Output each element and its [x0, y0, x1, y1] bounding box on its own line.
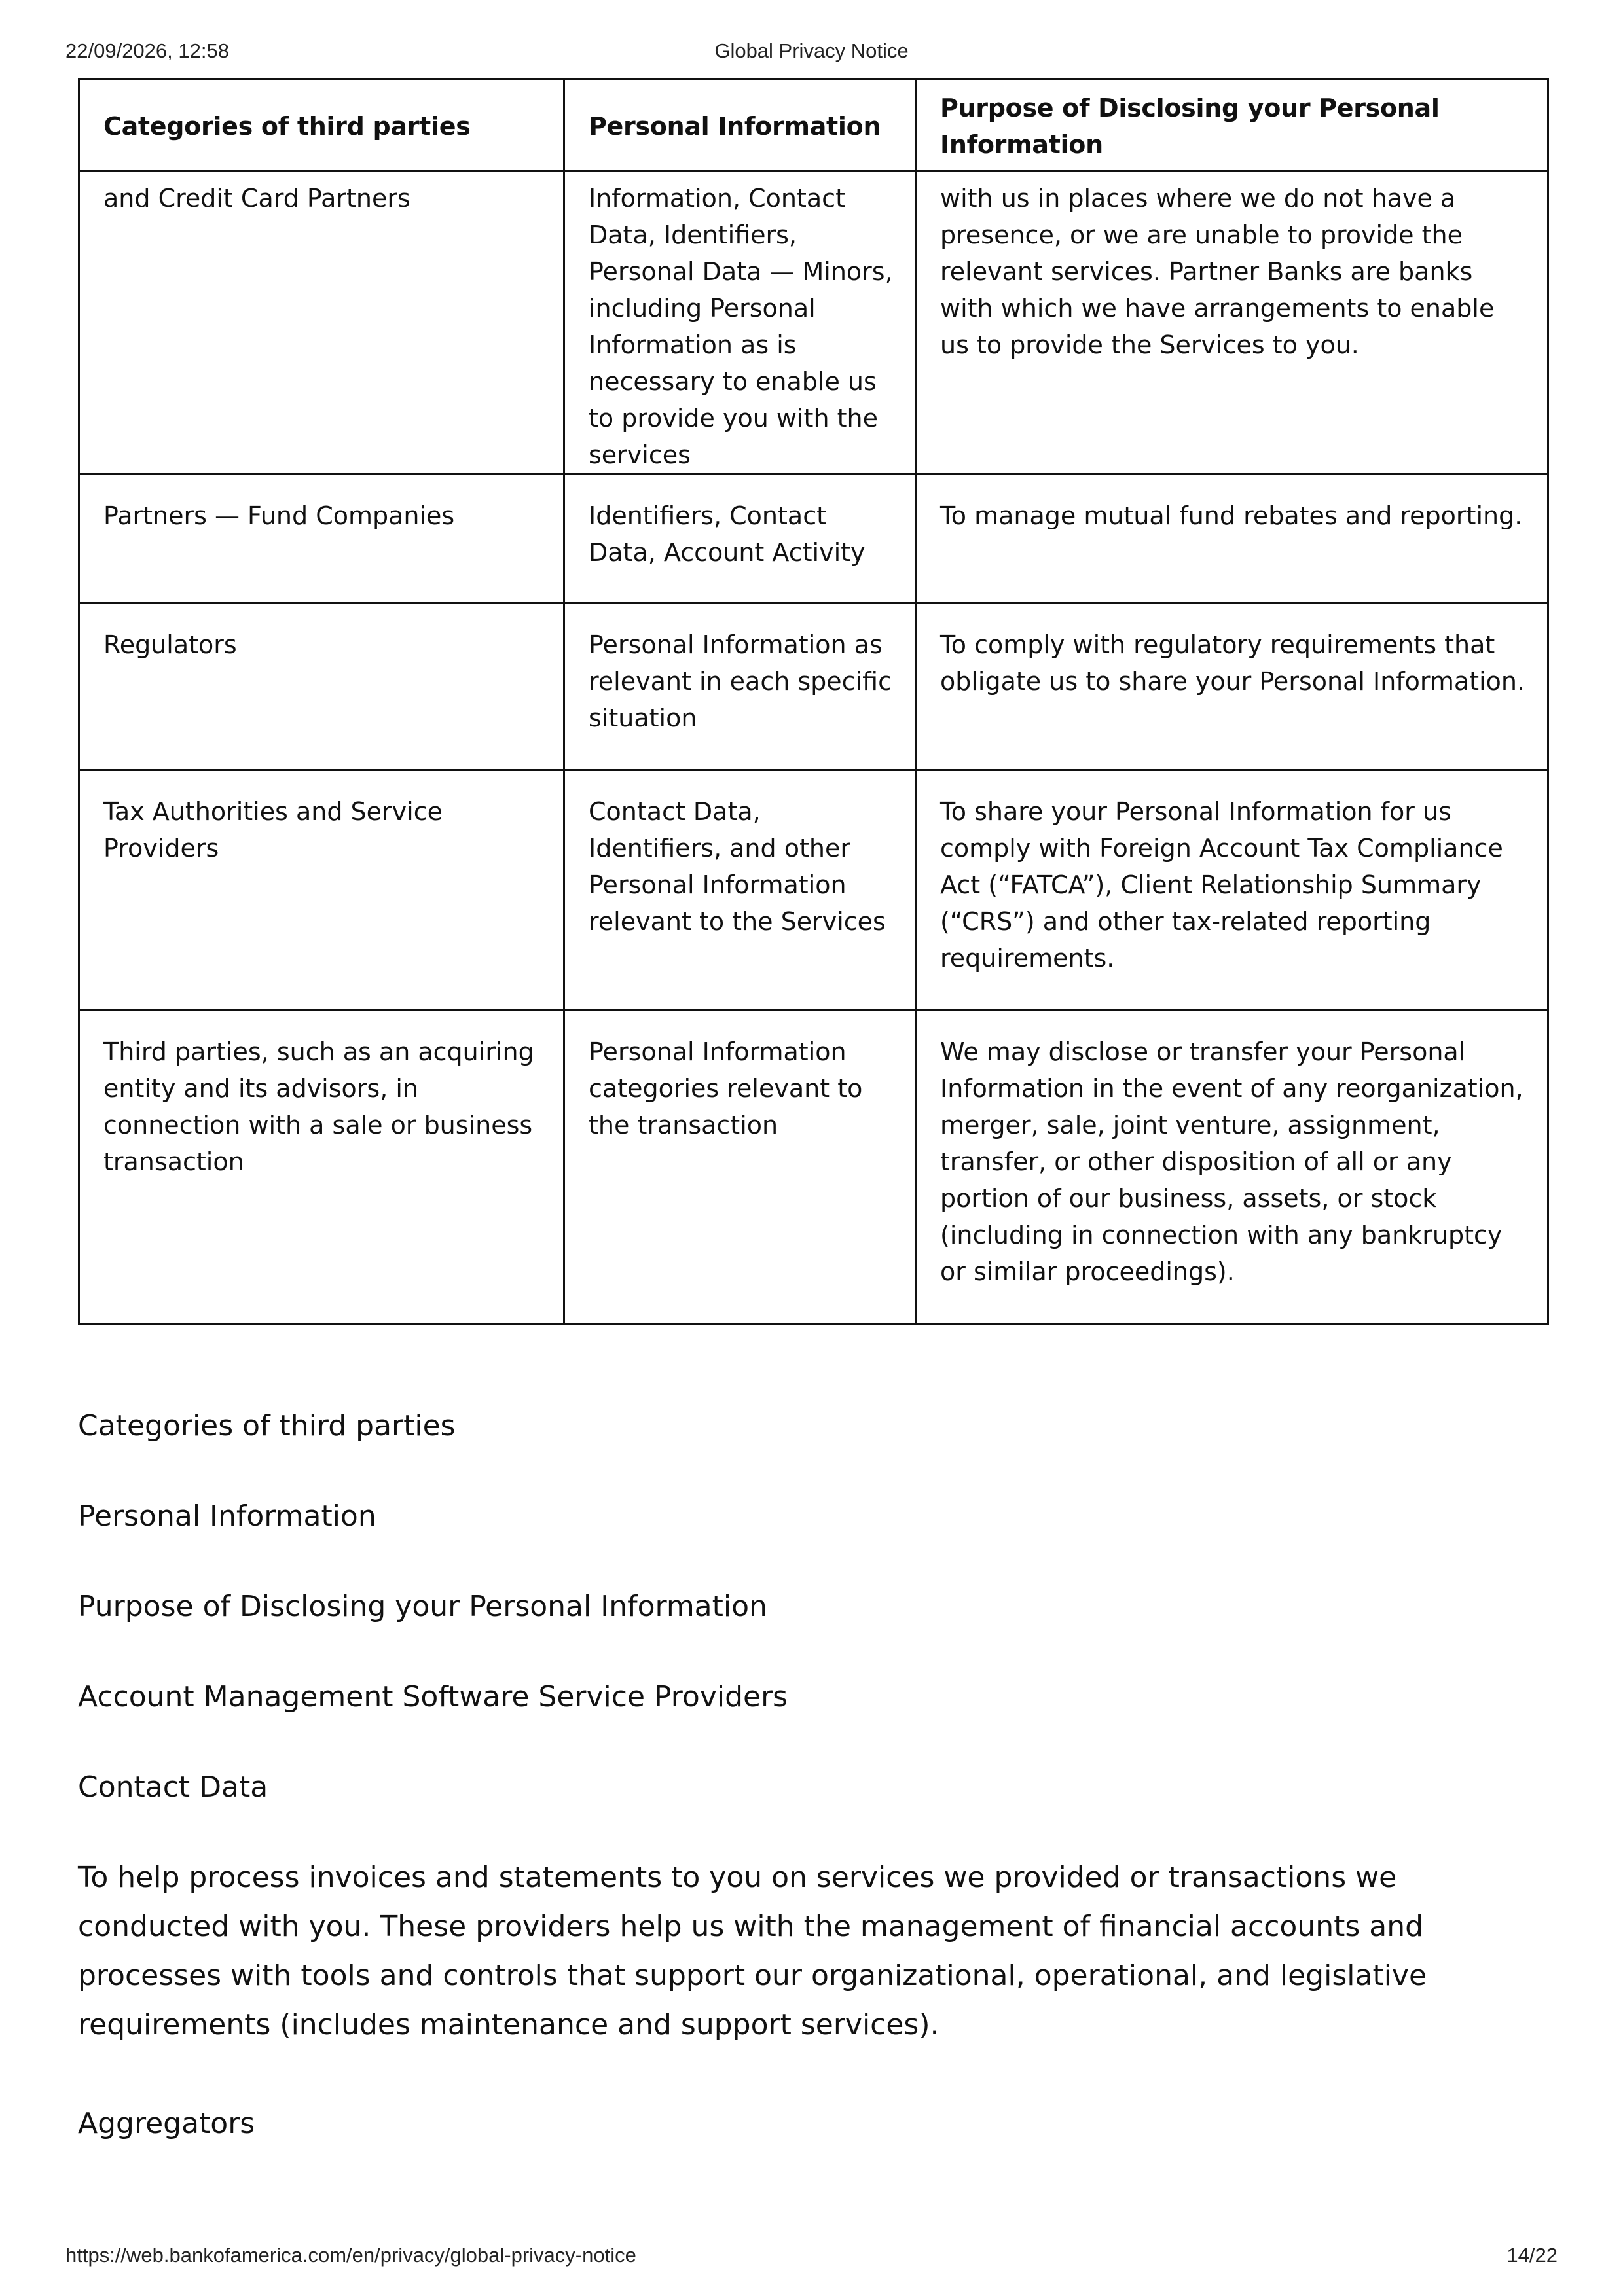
- column-header-purpose: Purpose of Disclosing your Personal Information: [916, 79, 1548, 171]
- cell-purpose: We may disclose or transfer your Personal Information in the event of any reorganization, merger, sale, joint venture, assignment, transfer, or other disposition of all or any portion of our business, assets, or stock (including in connection with any bankruptcy or similar proceedings).: [916, 1011, 1548, 1324]
- cell-personal-information: Information, Contact Data, Identifiers, Personal Data — Minors, including Personal Information as is necessary to enable us to provide you with the services: [564, 171, 916, 475]
- purpose-account-management: To help process invoices and statements to you on services we provided or transactions we conducted with you. These providers help us with the management of financial accounts and processes with tools and controls that support our organizational, operational, and legislative requirements (includes maintenance and support services).: [78, 1861, 1427, 2041]
- cell-purpose: To manage mutual fund rebates and reporting.: [916, 475, 1548, 603]
- cell-category: and Credit Card Partners: [79, 171, 564, 475]
- category-aggregators: Aggregators: [78, 2107, 255, 2140]
- cell-category: Partners — Fund Companies: [79, 475, 564, 603]
- cell-personal-information: Personal Information categories relevant to the transaction: [564, 1011, 916, 1324]
- table-row: [79, 603, 1548, 770]
- column-header-personal-information: Personal Information: [564, 79, 916, 171]
- third-parties-table-container: [78, 78, 1547, 1325]
- cell-category: Regulators: [79, 603, 564, 770]
- page-number: 14/22: [1506, 2244, 1558, 2267]
- cell-purpose: To share your Personal Information for us comply with Foreign Account Tax Compliance Act (“FATCA”), Client Relationship Summary (“CRS”) and other tax-related reporting requirements.: [916, 770, 1548, 1011]
- cell-purpose: with us in places where we do not have a presence, or we are unable to provide the relevant services. Partner Banks are banks with which we have arrangements to enable us to provide the Services to you.: [916, 171, 1548, 475]
- cell-personal-information: Personal Information as relevant in each specific situation: [564, 603, 916, 770]
- table-row: [79, 770, 1548, 1011]
- label-categories-of-third-parties: Categories of third parties: [78, 1409, 456, 1443]
- print-header: [0, 39, 1623, 68]
- column-header-categories: Categories of third parties: [79, 79, 564, 171]
- table-row: [79, 1011, 1548, 1324]
- table-row: [79, 475, 1548, 603]
- print-page-title: Global Privacy Notice: [714, 39, 909, 62]
- page-url-link[interactable]: https://web.bankofamerica.com/en/privacy/global-privacy-notice: [65, 2244, 636, 2267]
- label-personal-information: Personal Information: [78, 1499, 376, 1533]
- cell-personal-information: Identifiers, Contact Data, Account Activity: [564, 475, 916, 603]
- print-datetime: 22/09/2026, 12:58: [65, 39, 229, 62]
- cell-category: Tax Authorities and Service Providers: [79, 770, 564, 1011]
- third-parties-table: [78, 78, 1549, 1325]
- cell-personal-information: Contact Data, Identifiers, and other Personal Information relevant to the Services: [564, 770, 916, 1011]
- cell-purpose: To comply with regulatory requirements that obligate us to share your Personal Information.: [916, 603, 1548, 770]
- cell-category: Third parties, such as an acquiring entity and its advisors, in connection with a sale or business transaction: [79, 1011, 564, 1324]
- table-row: [79, 171, 1548, 475]
- print-footer: [0, 2244, 1623, 2272]
- category-account-management-providers: Account Management Software Service Providers: [78, 1680, 788, 1713]
- label-purpose-of-disclosing: Purpose of Disclosing your Personal Information: [78, 1590, 767, 1623]
- table-header-row: [79, 79, 1548, 171]
- info-contact-data: Contact Data: [78, 1770, 268, 1804]
